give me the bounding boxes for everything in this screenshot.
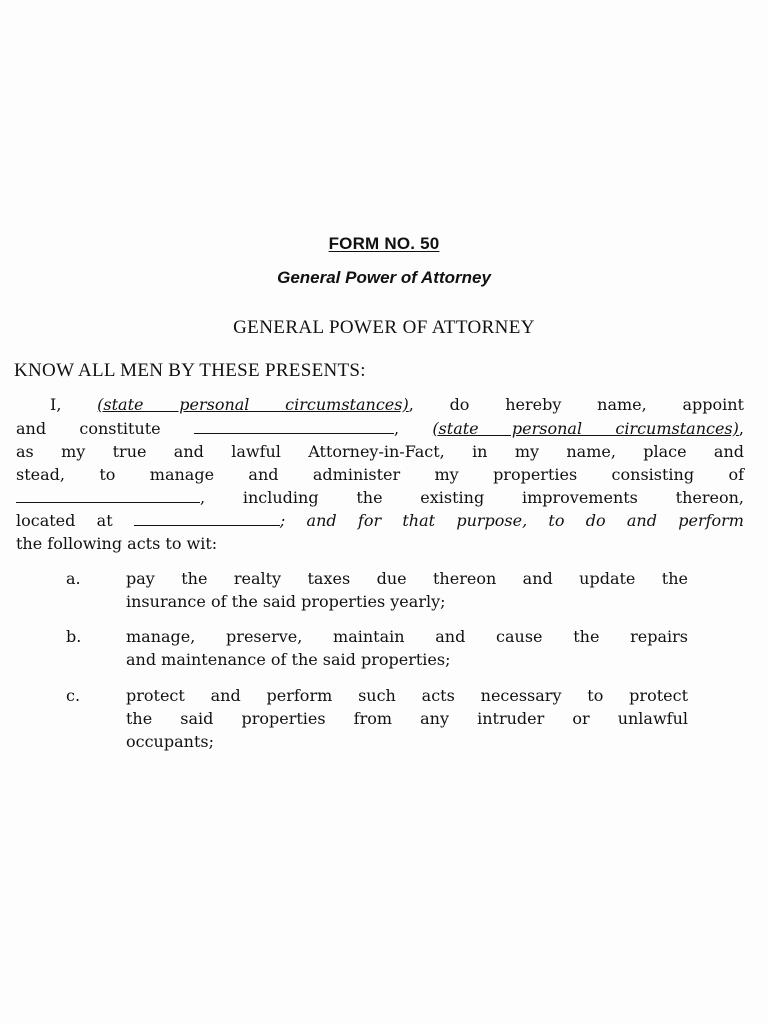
paragraph-line-2: and constitute , (state personal circumstances), xyxy=(16,419,744,438)
properties-blank xyxy=(16,488,200,503)
document-title: GENERAL POWER OF ATTORNEY xyxy=(233,317,535,338)
list-item-letter: a. xyxy=(66,569,81,588)
list-item-text: and maintenance of the said properties; xyxy=(126,650,451,669)
list-item-letter: b. xyxy=(66,627,82,646)
placeholder-personal-circumstances: (state personal circumstances) xyxy=(97,395,409,414)
list-item-text: insurance of the said properties yearly; xyxy=(126,592,446,611)
opening-statement: KNOW ALL MEN BY THESE PRESENTS: xyxy=(14,360,366,381)
location-blank xyxy=(134,511,280,526)
paragraph-line-1: I, (state personal circumstances), do hereby name, appoint xyxy=(50,395,744,414)
paragraph-line-6: located at ; and for that purpose, to do and perform xyxy=(16,511,744,530)
list-item-letter: c. xyxy=(66,686,81,705)
paragraph-line-7: the following acts to wit: xyxy=(16,534,218,553)
form-number-heading xyxy=(0,234,768,254)
list-item-text: occupants; xyxy=(126,732,214,751)
form-subtitle: General Power of Attorney xyxy=(277,268,491,287)
form-number: FORM NO. 50 xyxy=(328,234,440,253)
paragraph-line-5: , including the existing improvements thereon, xyxy=(16,487,744,509)
list-item-text: manage, preserve, maintain and cause the repairs xyxy=(126,627,688,646)
attorney-name-blank xyxy=(194,419,394,434)
list-item-text: pay the realty taxes due thereon and update the xyxy=(126,569,688,588)
list-item-text: the said properties from any intruder or unlawful xyxy=(126,709,688,728)
paragraph-line-4: stead, to manage and administer my properties consisting of xyxy=(16,465,744,484)
paragraph-line-3: as my true and lawful Attorney-in-Fact, in my name, place and xyxy=(16,442,744,461)
placeholder-attorney-circumstances: (state personal circumstances) xyxy=(432,419,739,438)
list-item-text: protect and perform such acts necessary to protect xyxy=(126,686,688,705)
